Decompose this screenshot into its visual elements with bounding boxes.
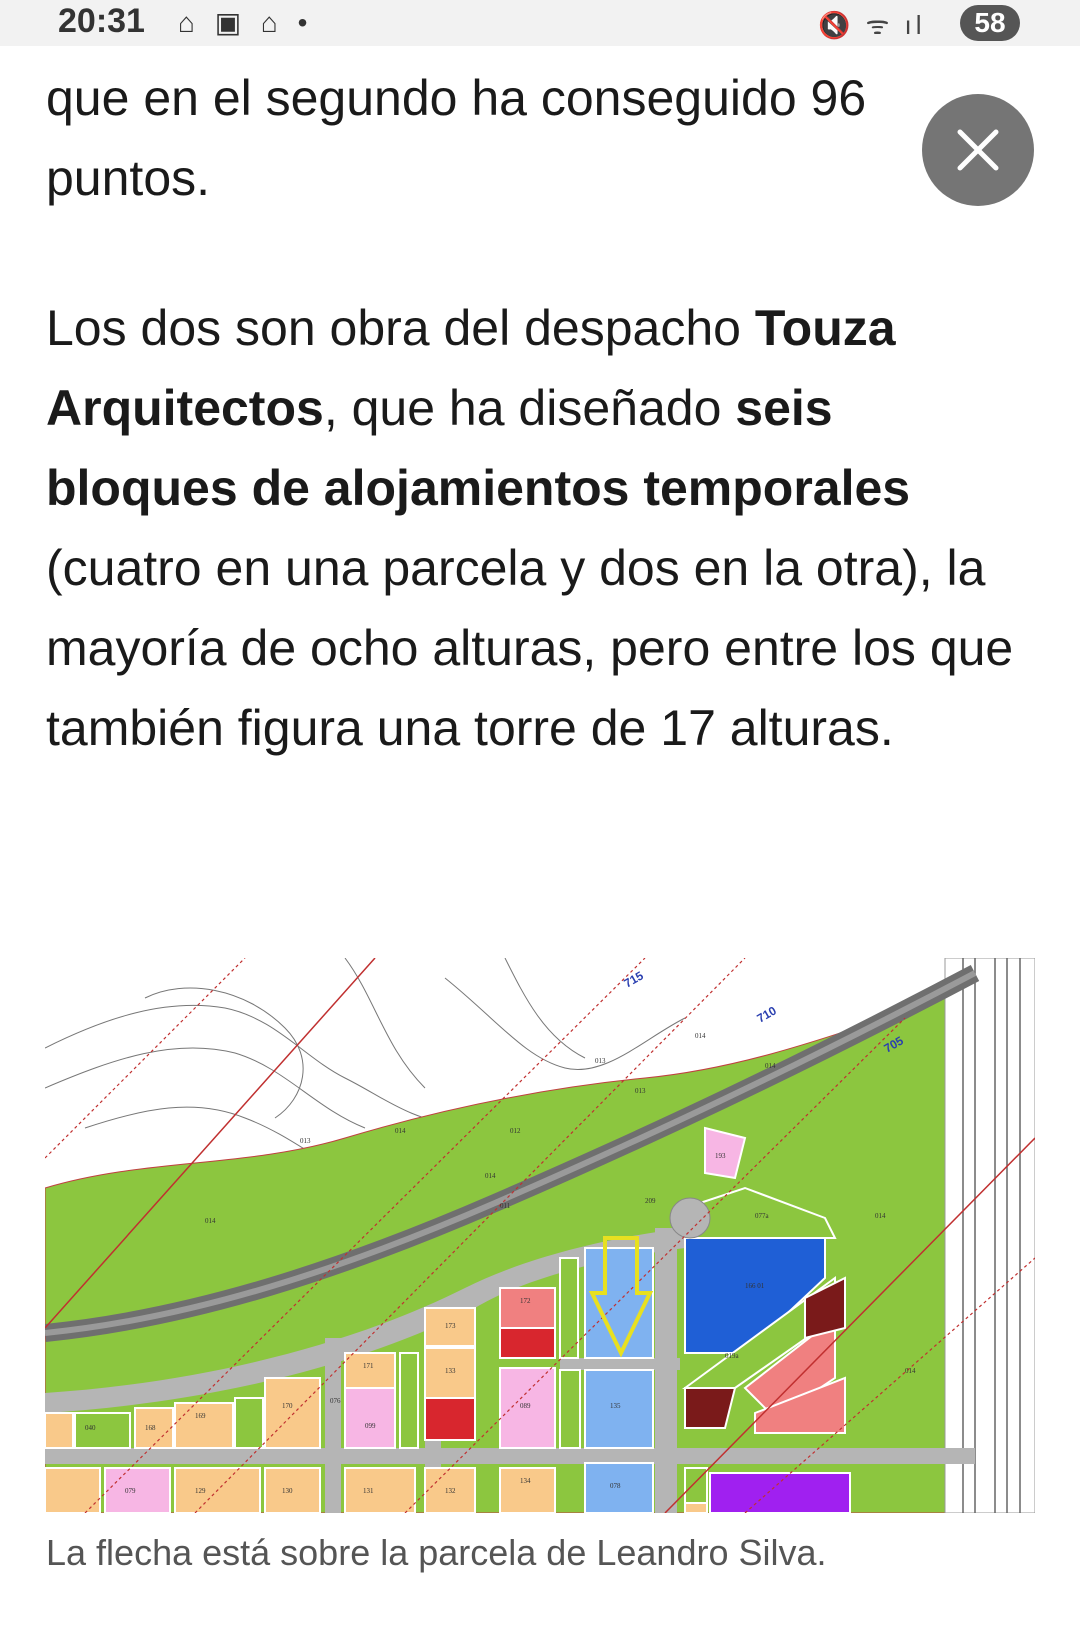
- svg-text:089: 089: [520, 1402, 531, 1410]
- svg-text:172: 172: [520, 1297, 531, 1305]
- article-paragraph-1: [46, 58, 1036, 218]
- svg-text:079: 079: [125, 1487, 136, 1495]
- svg-text:169: 169: [195, 1412, 206, 1420]
- svg-text:014: 014: [765, 1062, 776, 1070]
- svg-text:013: 013: [595, 1057, 606, 1065]
- svg-text:171: 171: [363, 1362, 374, 1370]
- notification-icons: ⌂ ▣ ⌂ •: [178, 7, 314, 38]
- svg-text:040: 040: [85, 1424, 96, 1432]
- svg-text:014: 014: [695, 1032, 706, 1040]
- svg-text:130: 130: [282, 1487, 293, 1495]
- svg-text:166 01: 166 01: [745, 1282, 765, 1290]
- svg-text:012: 012: [510, 1127, 521, 1135]
- road-label-715: 715: [621, 968, 646, 991]
- svg-text:132: 132: [445, 1487, 456, 1495]
- paragraph-text: Los dos son obra del despacho: [46, 300, 755, 356]
- paragraph-text: (cuatro en una parcela y dos en la otra), la mayoría de ocho alturas, pero entre los que también figura una torre de 17 alturas.: [46, 540, 1014, 756]
- svg-text:014: 014: [395, 1127, 406, 1135]
- status-time: 20:31: [58, 2, 145, 40]
- svg-text:129: 129: [195, 1487, 206, 1495]
- svg-text:170: 170: [282, 1402, 293, 1410]
- svg-text:013: 013: [635, 1087, 646, 1095]
- road-label-710: 710: [754, 1003, 779, 1026]
- svg-text:014: 014: [905, 1367, 916, 1375]
- svg-text:013: 013: [300, 1137, 311, 1145]
- svg-text:014: 014: [485, 1172, 496, 1180]
- svg-text:077a: 077a: [755, 1212, 769, 1220]
- close-icon: [954, 126, 1002, 174]
- svg-text:019a: 019a: [725, 1352, 739, 1360]
- svg-text:011: 011: [500, 1202, 511, 1210]
- urban-plan-map: [45, 958, 1035, 1513]
- svg-text:134: 134: [520, 1477, 531, 1485]
- svg-text:131: 131: [363, 1487, 374, 1495]
- roundabout: [670, 1198, 710, 1238]
- svg-text:173: 173: [445, 1322, 456, 1330]
- svg-text:168: 168: [145, 1424, 156, 1432]
- close-button[interactable]: [922, 94, 1034, 206]
- figure-caption: La flecha está sobre la parcela de Leandro Silva.: [46, 1532, 827, 1573]
- map-svg: [45, 958, 1035, 1513]
- svg-text:076: 076: [330, 1397, 341, 1405]
- svg-text:193: 193: [715, 1152, 726, 1160]
- svg-text:135: 135: [610, 1402, 621, 1410]
- signal-icons: 🔇 ᯤ ıl: [818, 10, 926, 40]
- article-paragraph-2: [46, 288, 1036, 768]
- svg-text:014: 014: [875, 1212, 886, 1220]
- road-label-705: 705: [881, 1033, 906, 1056]
- bold-blocks-text: seis bloques de alojamientos temporales: [46, 380, 911, 516]
- battery-icon: 58: [960, 5, 1020, 41]
- svg-text:099: 099: [365, 1422, 376, 1430]
- svg-text:014: 014: [205, 1217, 216, 1225]
- bold-architect-name: Touza Arquitectos: [46, 300, 896, 436]
- svg-text:209: 209: [645, 1197, 656, 1205]
- svg-text:078: 078: [610, 1482, 621, 1490]
- status-bar: [0, 0, 1080, 46]
- article-body: [46, 58, 1036, 838]
- paragraph-text: que en el segundo ha conseguido 96 puntos.: [46, 70, 867, 206]
- paragraph-text: , que ha diseñado: [323, 380, 736, 436]
- svg-text:133: 133: [445, 1367, 456, 1375]
